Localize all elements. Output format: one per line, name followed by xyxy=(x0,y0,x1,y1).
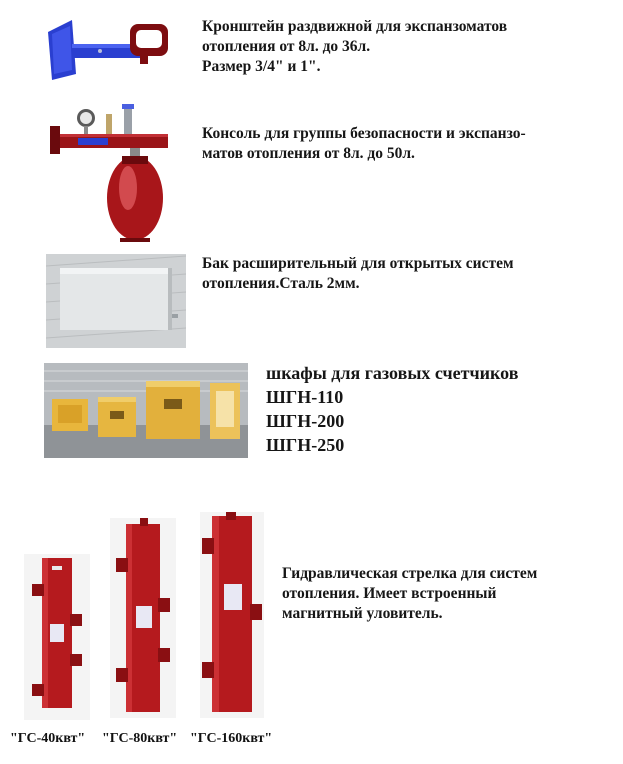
cabinets-image xyxy=(44,363,248,458)
console-image xyxy=(44,96,174,246)
hydro-separator-80-image xyxy=(110,518,176,718)
tank-description: Бак расширительный для открытых систем отопления.Сталь 2мм. xyxy=(202,255,514,292)
caption-gs-160: "ГС-160квт" xyxy=(190,731,273,746)
bracket-image xyxy=(44,14,174,84)
hydro-separator-description: Гидравлическая стрелка для систем отопления. Имеет встроенный магнитный уловитель. xyxy=(282,565,538,622)
hydro-separator-160-image xyxy=(200,512,264,718)
tank-image xyxy=(46,254,186,348)
caption-gs-40: "ГС-40квт" xyxy=(10,731,86,746)
hydro-separator-40-image xyxy=(24,554,90,720)
cabinets-description: шкафы для газовых счетчиков ШГН-110 ШГН-200 ШГН-250 xyxy=(266,363,519,455)
console-description: Консоль для группы безопасности и экспанзо- матов отопления от 8л. до 50л. xyxy=(202,125,526,162)
bracket-description: Кронштейн раздвижной для экспанзоматов отопления от 8л. до 36л. Размер 3/4" и 1". xyxy=(202,18,508,75)
caption-gs-80: "ГС-80квт" xyxy=(102,731,178,746)
